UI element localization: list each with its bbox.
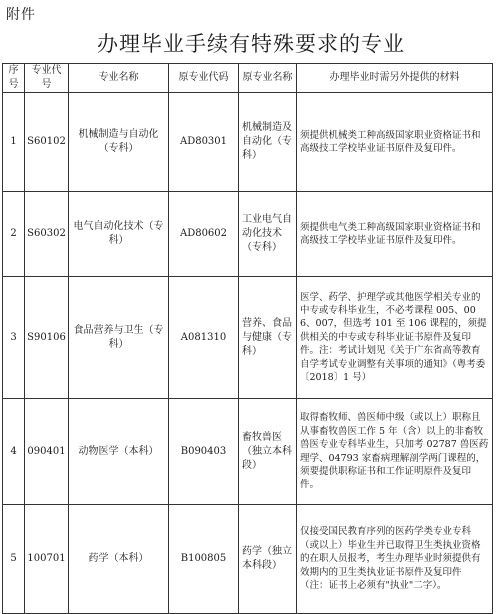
cell-material: 取得畜牧师、兽医师中级（或以上）职称且从事畜牧兽医工作 5 年（含）以上的非畜牧兽医专业专科毕业生，只加考 02787 兽医药理学、04793 家畜病理解剖学两门课程的，须要提供职称证书和工作证明原件及复印件。 bbox=[297, 399, 493, 505]
cell-orig-code: B100805 bbox=[169, 505, 239, 614]
cell-orig-code: B090403 bbox=[169, 399, 239, 505]
cell-no: 2 bbox=[3, 192, 25, 277]
cell-name: 电气自动化技术（专科） bbox=[69, 192, 169, 277]
cell-orig-name: 药学（独立本科段） bbox=[239, 505, 297, 614]
cell-material: 须提供电气类工种高级国家职业资格证书和高级技工学校毕业证书原件及复印件。 bbox=[297, 192, 493, 277]
cell-code: 100701 bbox=[25, 505, 69, 614]
col-header-orig-code: 原专业代码 bbox=[169, 64, 239, 93]
cell-no: 5 bbox=[3, 505, 25, 614]
cell-name: 机械制造与自动化（专科） bbox=[69, 93, 169, 192]
table-row bbox=[3, 505, 493, 614]
cell-material: 仅接受国民教育序列的医药学类专业专科（或以上）毕业生并已取得卫生类执业资格的在职人员报考，考生办理毕业时须提供有效期内的卫生类执业证书原件及复印件（注：证书上必须有"执业"二字）。 bbox=[297, 505, 493, 614]
col-header-no: 序号 bbox=[3, 64, 25, 93]
document-title: 办理毕业手续有特殊要求的专业 bbox=[97, 32, 405, 56]
cell-orig-name: 营养、食品与健康（专科） bbox=[239, 277, 297, 399]
col-header-material: 办理毕业时需另外提供的材料 bbox=[297, 64, 493, 93]
attachment-label: 附件 bbox=[6, 7, 36, 23]
cell-no: 1 bbox=[3, 93, 25, 192]
cell-no: 3 bbox=[3, 277, 25, 399]
cell-code: S60102 bbox=[25, 93, 69, 192]
cell-orig-name: 畜牧兽医（独立本科段） bbox=[239, 399, 297, 505]
cell-name: 药学（本科） bbox=[69, 505, 169, 614]
cell-material: 须提供机械类工种高级国家职业资格证书和高级技工学校毕业证书原件及复印件。 bbox=[297, 93, 493, 192]
table-header-row bbox=[3, 64, 493, 93]
special-majors-table bbox=[2, 63, 493, 614]
col-header-name: 专业名称 bbox=[69, 64, 169, 93]
cell-code: S60302 bbox=[25, 192, 69, 277]
col-header-orig-name: 原专业名称 bbox=[239, 64, 297, 93]
cell-name: 动物医学（本科） bbox=[69, 399, 169, 505]
cell-orig-name: 机械制造及自动化（专科） bbox=[239, 93, 297, 192]
cell-orig-code: AD80602 bbox=[169, 192, 239, 277]
col-header-code: 专业代号 bbox=[25, 64, 69, 93]
cell-code: S90106 bbox=[25, 277, 69, 399]
cell-orig-code: AD80301 bbox=[169, 93, 239, 192]
cell-orig-name: 工业电气自动化技术（专科） bbox=[239, 192, 297, 277]
cell-no: 4 bbox=[3, 399, 25, 505]
table-row bbox=[3, 192, 493, 277]
cell-orig-code: A081310 bbox=[169, 277, 239, 399]
table-row bbox=[3, 399, 493, 505]
cell-name: 食品营养与卫生（专科） bbox=[69, 277, 169, 399]
cell-code: 090401 bbox=[25, 399, 69, 505]
table-row bbox=[3, 277, 493, 399]
cell-material: 医学、药学、护理学或其他医学相关专业的中专或专科毕业生，不必考课程 005、006、007，但选考 101 至 106 课程的，须提供相关的中专或专科毕业证书原件及复印件。注：考试计划见《关于广东省高等教育自学考试专业调整有关事项的通知》（粤考委〔2018〕1 号） bbox=[297, 277, 493, 399]
table-row bbox=[3, 93, 493, 192]
